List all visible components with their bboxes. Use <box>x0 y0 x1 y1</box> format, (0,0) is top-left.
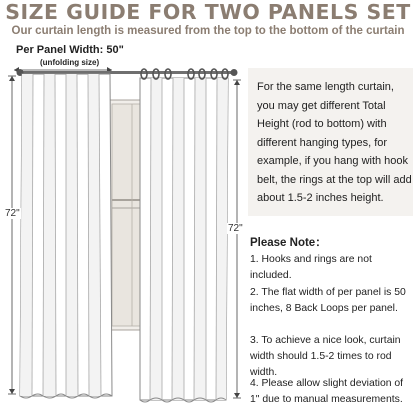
note-item-2: 2. The flat width of per panel is 50 inches, 8 Back Loops per panel. <box>250 287 406 314</box>
panel-width-label: Per Panel Width: 50" <box>16 44 124 56</box>
note-item-4: 4. Please allow slight deviation of 1" due to manual measurements. <box>250 378 404 405</box>
left-height-dimension <box>8 76 16 394</box>
right-height-label: 72" <box>228 223 243 234</box>
right-height-dimension <box>233 80 241 398</box>
notes-title: Please Note： <box>250 237 327 249</box>
info-box-text: For the same length curtain, you may get different Total Height (rod to bottom) with different hanging types, for example, if you hang with hook belt, the rings at the top will add about 1.5-2 inches height. <box>257 81 412 204</box>
left-height-label: 72" <box>5 208 20 219</box>
page-title: SIZE GUIDE FOR TWO PANELS SET <box>5 0 411 24</box>
unfolding-size-label: (unfolding size) <box>40 58 100 67</box>
curtain-diagram <box>0 62 245 414</box>
left-curtain-panel <box>20 74 112 398</box>
right-curtain-panel <box>140 78 228 402</box>
page-subtitle: Our curtain length is measured from the top to the bottom of the curtain <box>11 25 405 37</box>
note-item-3: 3. To achieve a nice look, curtain width should 1.5-2 times to rod width. <box>250 335 401 378</box>
note-item-1: 1. Hooks and rings are not included. <box>250 254 372 281</box>
